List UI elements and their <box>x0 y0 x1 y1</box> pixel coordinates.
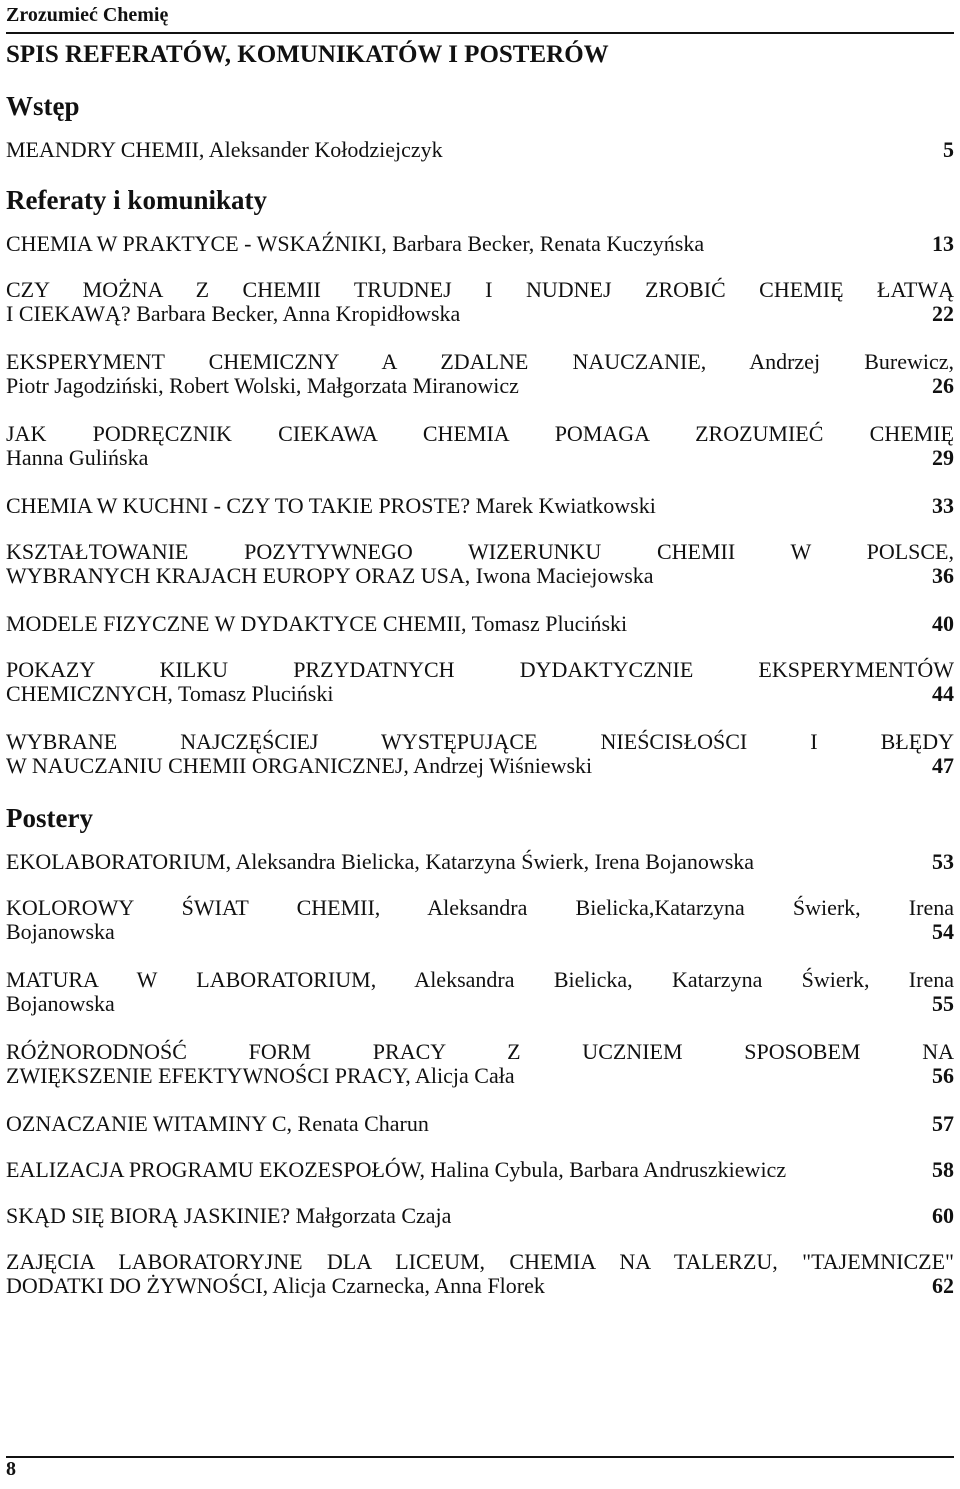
toc-entry-line: ZAJĘCIA LABORATORYJNE DLA LICEUM, CHEMIA NA TALERZU, "TAJEMNICZE" <box>6 1249 954 1274</box>
toc-page-number: 33 <box>932 493 954 518</box>
toc-entry <box>6 1040 954 1088</box>
toc-entry <box>6 278 954 326</box>
toc-entry-line: KSZTAŁTOWANIE POZYTYWNEGO WIZERUNKU CHEMII W POLSCE, <box>6 539 954 564</box>
toc-entry-line: ZWIĘKSZENIE EFEKTYWNOŚCI PRACY, Alicja Cała <box>6 1063 515 1088</box>
toc-page-number: 47 <box>932 753 954 778</box>
toc-entry-line: DODATKI DO ŻYWNOŚCI, Alicja Czarnecka, Anna Florek <box>6 1273 545 1298</box>
toc-page-number: 29 <box>932 445 954 470</box>
toc-page-number: 13 <box>932 231 954 256</box>
toc-entry-line: OZNACZANIE WITAMINY C, Renata Charun <box>6 1111 429 1136</box>
toc-page-number: 58 <box>932 1157 954 1182</box>
toc-entry-line: WYBRANYCH KRAJACH EUROPY ORAZ USA, Iwona Maciejowska <box>6 563 654 588</box>
toc-page-number: 54 <box>932 919 954 944</box>
toc-entry <box>6 232 954 256</box>
toc-entry <box>6 730 954 778</box>
toc-entry-line: CHEMIA W KUCHNI - CZY TO TAKIE PROSTE? Marek Kwiatkowski <box>6 493 656 518</box>
toc-entry <box>6 494 954 518</box>
toc-entry-line: MODELE FIZYCZNE W DYDAKTYCE CHEMII, Tomasz Pluciński <box>6 611 628 636</box>
toc-page-number: 55 <box>932 991 954 1016</box>
toc-entry-line: POKAZY KILKU PRZYDATNYCH DYDAKTYCZNIE EKSPERYMENTÓW <box>6 657 954 682</box>
toc-entry <box>6 350 954 398</box>
toc-entry <box>6 612 954 636</box>
toc-entry <box>6 1112 954 1136</box>
toc-entry-line: Piotr Jagodziński, Robert Wolski, Małgorzata Miranowicz <box>6 373 519 398</box>
toc-page-number: 60 <box>932 1203 954 1228</box>
section-heading: Postery <box>6 803 93 833</box>
toc-entry-line: EKOLABORATORIUM, Aleksandra Bielicka, Katarzyna Świerk, Irena Bojanowska <box>6 849 755 874</box>
table-of-contents <box>6 40 954 1322</box>
toc-page-number: 57 <box>932 1111 954 1136</box>
toc-entry-line: EKSPERYMENT CHEMICZNY A ZDALNE NAUCZANIE, Andrzej Burewicz, <box>6 349 954 374</box>
toc-page-number: 36 <box>932 563 954 588</box>
toc-entry-line: KOLOROWY ŚWIAT CHEMII, Aleksandra Bielicka,Katarzyna Świerk, Irena <box>6 895 954 920</box>
toc-entry-line: JAK PODRĘCZNIK CIEKAWA CHEMIA POMAGA ZROZUMIEĆ CHEMIĘ <box>6 421 954 446</box>
toc-page-number: 53 <box>932 849 954 874</box>
toc-entry-line: WYBRANE NAJCZĘŚCIEJ WYSTĘPUJĄCE NIEŚCISŁOŚCI I BŁĘDY <box>6 729 954 754</box>
page-footer <box>6 1456 954 1481</box>
page-header <box>6 2 954 34</box>
toc-entry <box>6 896 954 944</box>
section-heading: Referaty i komunikaty <box>6 185 267 215</box>
toc-entry <box>6 540 954 588</box>
toc-entry-line: W NAUCZANIU CHEMII ORGANICZNEJ, Andrzej Wiśniewski <box>6 753 593 778</box>
toc-entry <box>6 1204 954 1228</box>
toc-entry-line: Bojanowska <box>6 991 115 1016</box>
toc-page-number: 62 <box>932 1273 954 1298</box>
toc-entry <box>6 658 954 706</box>
toc-entry <box>6 968 954 1016</box>
toc-entry-line: CHEMIA W PRAKTYCE - WSKAŹNIKI, Barbara Becker, Renata Kuczyńska <box>6 231 705 256</box>
toc-page-number: 56 <box>932 1063 954 1088</box>
toc-entry <box>6 138 954 162</box>
toc-entry-line: CHEMICZNYCH, Tomasz Pluciński <box>6 681 334 706</box>
toc-entry <box>6 1158 954 1182</box>
toc-entry <box>6 1250 954 1298</box>
toc-page-number: 26 <box>932 373 954 398</box>
toc-page-number: 40 <box>932 611 954 636</box>
toc-page-number: 44 <box>932 681 954 706</box>
toc-entry-line: Hanna Gulińska <box>6 445 149 470</box>
toc-entry <box>6 850 954 874</box>
toc-entry-line: MATURA W LABORATORIUM, Aleksandra Bielicka, Katarzyna Świerk, Irena <box>6 967 954 992</box>
toc-entry <box>6 422 954 470</box>
toc-page-number: 22 <box>932 301 954 326</box>
section-heading: Wstęp <box>6 91 80 121</box>
page-title: SPIS REFERATÓW, KOMUNIKATÓW I POSTERÓW <box>6 41 609 68</box>
toc-entry-line: I CIEKAWĄ? Barbara Becker, Anna Kropidłowska <box>6 301 461 326</box>
running-title: Zrozumieć Chemię <box>6 4 169 26</box>
toc-entry-line: RÓŻNORODNOŚĆ FORM PRACY Z UCZNIEM SPOSOBEM NA <box>6 1039 954 1064</box>
toc-entry-line: Bojanowska <box>6 919 115 944</box>
page-number: 8 <box>6 1458 16 1480</box>
toc-entry-line: EALIZACJA PROGRAMU EKOZESPOŁÓW, Halina Cybula, Barbara Andruszkiewicz <box>6 1157 787 1182</box>
toc-page-number: 5 <box>943 137 954 162</box>
toc-entry-line: CZY MOŻNA Z CHEMII TRUDNEJ I NUDNEJ ZROBIĆ CHEMIĘ ŁATWĄ <box>6 277 954 302</box>
toc-entry-line: MEANDRY CHEMII, Aleksander Kołodziejczyk <box>6 137 443 162</box>
toc-entry-line: SKĄD SIĘ BIORĄ JASKINIE? Małgorzata Czaja <box>6 1203 452 1228</box>
